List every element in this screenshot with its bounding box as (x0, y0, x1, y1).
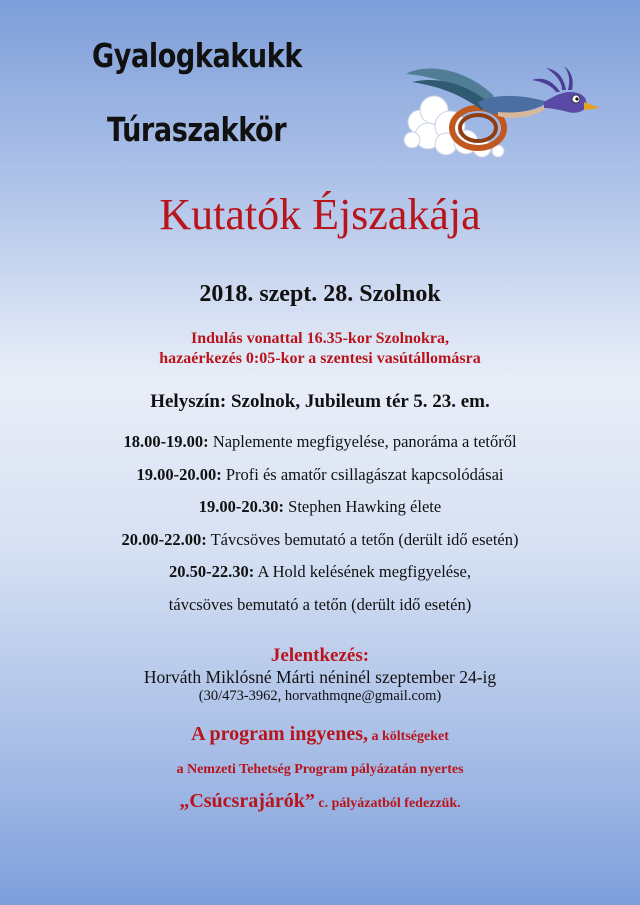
program-item (0, 493, 640, 526)
venue: Helyszín: Szolnok, Jubileum tér 5. 23. em. (150, 391, 490, 412)
date-and-place: 2018. szept. 28. Szolnok (199, 281, 441, 307)
event-title: Kutatók Éjszakája (159, 190, 481, 239)
program-item-continued (0, 591, 640, 624)
program-time: 20.50-22.30: (169, 562, 255, 581)
funding-line (0, 790, 640, 813)
program-time: 19.00-20.30: (198, 497, 285, 516)
program-list (0, 428, 640, 623)
national-program-line: a Nemzeti Tehetség Program pályázatán nyertes (176, 762, 464, 777)
program-text: Távcsöves bemutató a tetőn (derült idő esetén) (206, 529, 519, 549)
program-text: Naplemente megfigyelése, panoráma a tetőről (208, 432, 517, 451)
program-time: 18.00-19.00: (123, 432, 209, 451)
departure-line1: Indulás vonattal 16.35-kor Szolnokra, (191, 330, 449, 347)
free-program-notice (0, 723, 640, 746)
departure-line2: hazaérkezés 0:05-kor a szentesi vasútállomásra (159, 350, 481, 367)
program-item (0, 461, 640, 494)
program-item (0, 558, 640, 591)
program-text: távcsöves bemutató a tetőn (derült idő esetén) (168, 594, 472, 614)
registration-contact-person: Horváth Miklósné Márti néninél szeptember 24-ig (143, 667, 497, 687)
program-item (0, 428, 640, 461)
roadrunner-icon (398, 52, 602, 162)
registration-heading: Jelentkezés: (270, 645, 370, 666)
program-text: Stephen Hawking élete (284, 497, 442, 516)
program-text: Profi és amatőr csillagászat kapcsolódásai (221, 464, 504, 484)
funding-rest: c. pályázatból fedezzük. (314, 796, 461, 811)
program-item (0, 526, 640, 559)
club-name-line1: Gyalogkakukk (92, 36, 302, 75)
club-name-line2: Túraszakkör (107, 110, 287, 149)
program-time: 19.00-20.00: (136, 464, 222, 484)
free-notice-rest: a költségeket (367, 729, 449, 744)
registration-contact-details: (30/473-3962, horvathmqne@gmail.com) (198, 688, 442, 704)
program-text: A Hold kelésének megfigyelése, (254, 562, 471, 581)
departure-info (0, 329, 640, 369)
grant-name: „Csúcsrajárók” (179, 790, 315, 812)
program-time: 20.00-22.00: (121, 529, 207, 549)
free-notice-main: A program ingyenes, (191, 723, 368, 745)
